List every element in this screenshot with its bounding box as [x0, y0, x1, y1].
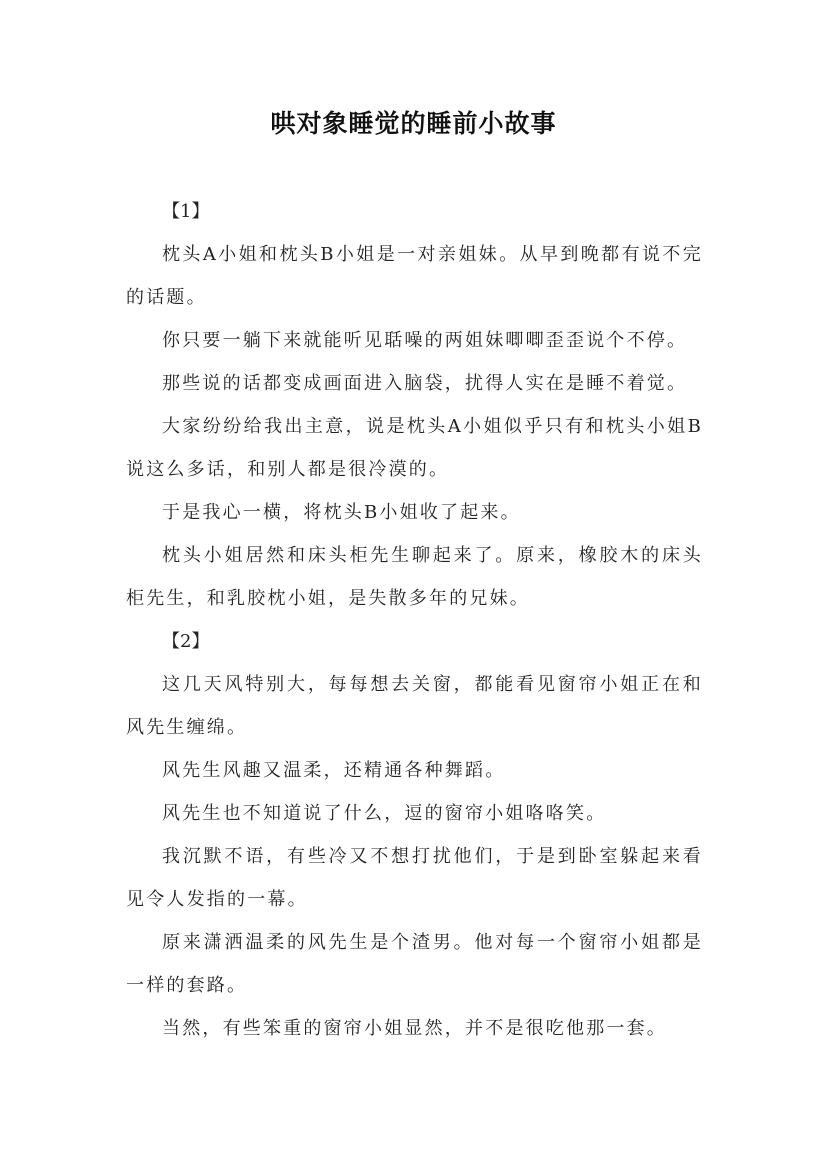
section-heading: 【2】: [162, 631, 210, 652]
paragraph: 枕头A小姐和枕头B小姐是一对亲姐妹。从早到晚都有说不完的话题。: [126, 244, 703, 308]
paragraph: 大家纷纷给我出主意，说是枕头A小姐似乎只有和枕头小姐B说这么多话，和别人都是很冷漠的。: [126, 416, 703, 480]
paragraph: 你只要一躺下来就能听见聒噪的两姐妹唧唧歪歪说个不停。: [162, 330, 688, 351]
paragraph: 这几天风特别大，每每想去关窗，都能看见窗帘小姐正在和风先生缠绵。: [126, 674, 703, 738]
paragraph: 那些说的话都变成画面进入脑袋，扰得人实在是睡不着觉。: [162, 373, 688, 394]
paragraph: 枕头小姐居然和床头柜先生聊起来了。原来，橡胶木的床头柜先生，和乳胶枕小姐，是失散多年的兄妹。: [126, 545, 703, 609]
paragraph: 风先生也不知道说了什么，逗的窗帘小姐咯咯笑。: [162, 803, 607, 824]
section-heading: 【1】: [162, 201, 210, 222]
paragraph: 当然，有些笨重的窗帘小姐显然，并不是很吃他那一套。: [162, 1018, 667, 1039]
paragraph: 我沉默不语，有些冷又不想打扰他们，于是到卧室躲起来看见令人发指的一幕。: [126, 846, 703, 910]
document-body: [126, 190, 703, 1050]
paragraph: 原来潇洒温柔的风先生是个渣男。他对每一个窗帘小姐都是一样的套路。: [126, 932, 703, 996]
document-title: 哄对象睡觉的睡前小故事: [270, 109, 557, 138]
paragraph: 风先生风趣又温柔，还精通各种舞蹈。: [162, 760, 506, 781]
paragraph: 于是我心一横，将枕头B小姐收了起来。: [162, 502, 521, 523]
